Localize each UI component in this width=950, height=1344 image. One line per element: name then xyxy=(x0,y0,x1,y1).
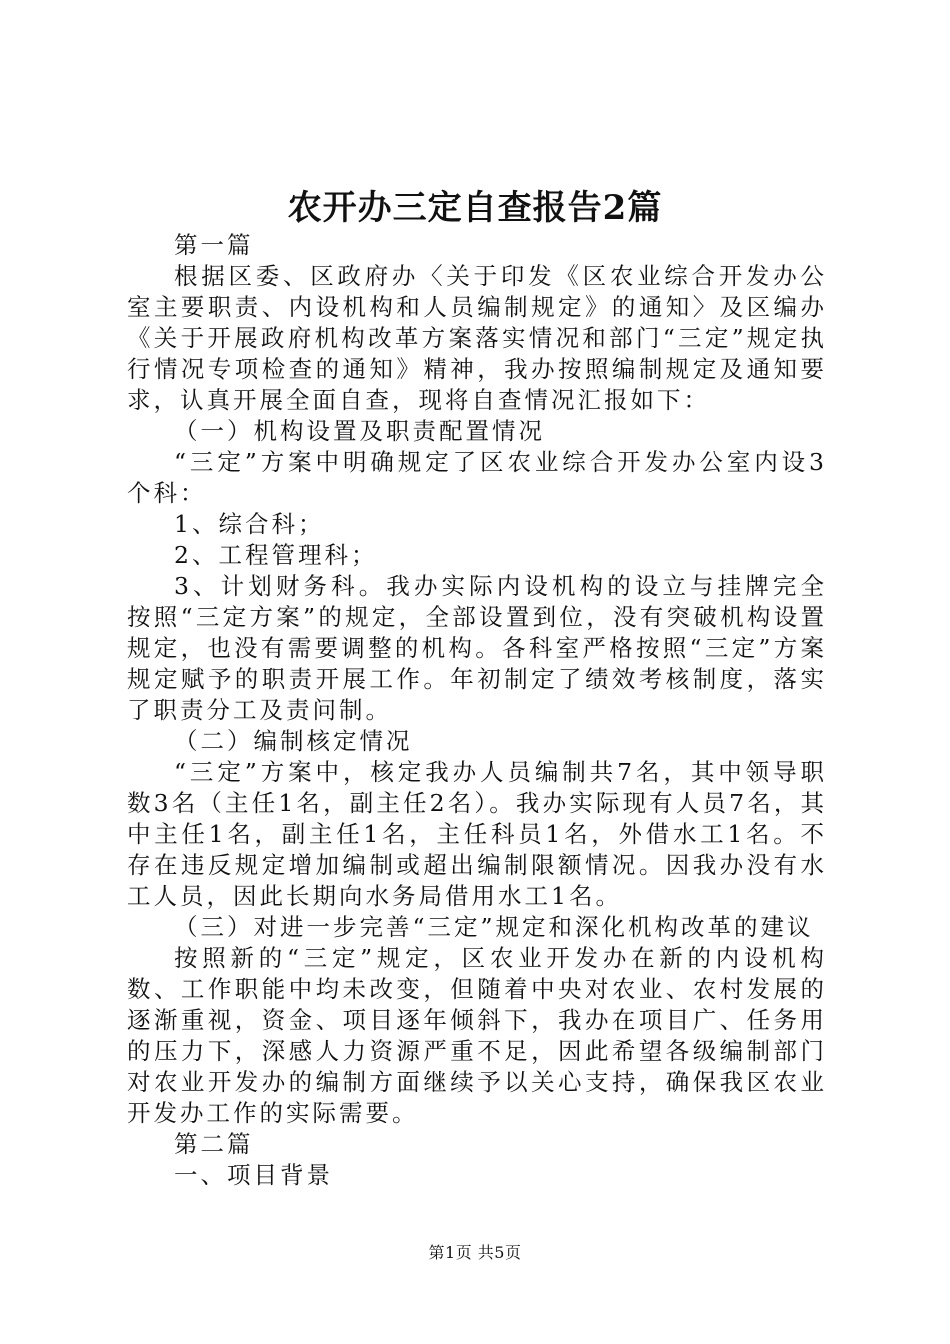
document-title: 农开办三定自查报告2篇 xyxy=(287,188,663,228)
subheading-project-background: 一、项目背景 xyxy=(174,1161,333,1189)
section-heading-part-one: 第一篇 xyxy=(174,231,254,259)
paragraph-departments: “三定”方案中明确规定了区农业综合开发办公室内设3个科： xyxy=(127,448,827,507)
subheading-staffing: （二）编制核定情况 xyxy=(174,727,413,755)
subheading-organization: （一）机构设置及职责配置情况 xyxy=(174,417,545,445)
list-item-2: 2、工程管理科； xyxy=(174,541,378,569)
subheading-suggestions: （三）对进一步完善“三定”规定和深化机构改革的建议 xyxy=(174,913,814,941)
paragraph-suggestions: 按照新的“三定”规定，区农业开发办在新的内设机构数、工作职能中均未改变，但随着中央对农业、农村发展的逐渐重视，资金、项目逐年倾斜下，我办在项目广、任务用的压力下，深感人力资源严重不足，因此希望各级编制部门对农业开发办的编制方面继续予以关心支持，确保我区农业开发办工作的实际需要。 xyxy=(127,944,827,1127)
list-item-1: 1、综合科； xyxy=(174,510,325,538)
page-number-footer: 第1页 共5页 xyxy=(428,1243,522,1262)
document-body xyxy=(127,230,827,1191)
list-item-3: 3、计划财务科。我办实际内设机构的设立与挂牌完全按照“三定方案”的规定，全部设置到位，没有突破机构设置规定，也没有需要调整的机构。各科室严格按照“三定”方案规定赋予的职责开展工作。年初制定了绩效考核制度，落实了职责分工及责问制。 xyxy=(127,572,827,724)
paragraph-staffing: “三定”方案中，核定我办人员编制共7名，其中领导职数3名（主任1名，副主任2名）。我办实际现有人员7名，其中主任1名，副主任1名，主任科员1名，外借水工1名。不存在违反规定增加编制或超出编制限额情况。因我办没有水工人员，因此长期向水务局借用水工1名。 xyxy=(127,758,827,910)
section-heading-part-two: 第二篇 xyxy=(174,1130,254,1158)
intro-paragraph: 根据区委、区政府办〈关于印发《区农业综合开发办公室主要职责、内设机构和人员编制规定》的通知〉及区编办《关于开展政府机构改革方案落实情况和部门“三定”规定执行情况专项检查的通知》精神，我办按照编制规定及通知要求，认真开展全面自查，现将自查情况汇报如下： xyxy=(127,262,827,414)
